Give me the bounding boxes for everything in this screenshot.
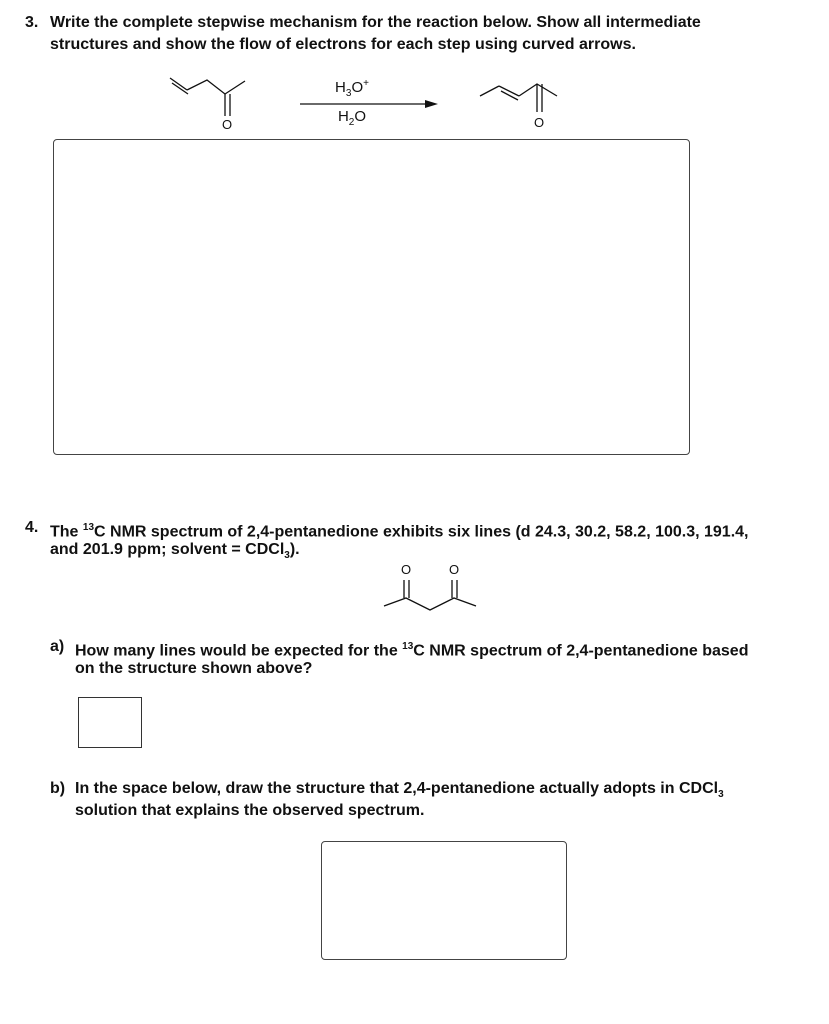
- question-4-number: 4.: [25, 519, 39, 536]
- question-4-line-1: The $^{13}$C NMR spectrum of 2,4-pentanedione exhibits six lines (d 24.3, 30.2, 58.2, 100.3, 191.4,: [50, 522, 749, 541]
- question-4a-line-1: How many lines would be expected for the $^{13}$C NMR spectrum of 2,4-pentanedione based: [75, 641, 749, 660]
- question-3: [25, 12, 815, 56]
- question-4b: [50, 778, 815, 822]
- reagent-top: $H_3O^+$: [335, 78, 369, 99]
- reactant-structure: [165, 76, 275, 136]
- line-count-answer-box[interactable]: [78, 697, 142, 748]
- question-4a-label: a): [50, 638, 65, 655]
- question-3-number: 3.: [25, 14, 39, 31]
- question-4b-line-1: In the space below, draw the structure that 2,4-pentanedione actually adopts in CDCl$_3$: [75, 780, 724, 801]
- product-structure: [475, 76, 575, 136]
- question-3-line-2: structures and show the flow of electrons for each step using curved arrows.: [50, 36, 636, 53]
- question-4b-line-2: solution that explains the observed spectrum.: [75, 802, 425, 819]
- product-oxygen-label: O: [534, 115, 545, 130]
- question-4-line-2: and 201.9 ppm; solvent = CDCl$_3$).: [50, 541, 300, 562]
- question-3-line-1: Write the complete stepwise mechanism for the reaction below. Show all intermediate: [50, 14, 701, 31]
- pentanedione-oxygen-right: O: [449, 562, 460, 577]
- structure-answer-box[interactable]: [321, 841, 567, 960]
- question-4b-label: b): [50, 780, 66, 797]
- reagent-bottom: $H_2O$: [337, 108, 367, 128]
- mechanism-answer-box[interactable]: [53, 139, 690, 455]
- pentanedione-structure: [378, 558, 488, 613]
- reactant-oxygen-label: O: [222, 117, 233, 132]
- question-4a: [50, 636, 815, 680]
- question-4a-line-2: on the structure shown above?: [75, 660, 313, 677]
- question-4: [25, 517, 815, 561]
- pentanedione-oxygen-left: O: [401, 562, 412, 577]
